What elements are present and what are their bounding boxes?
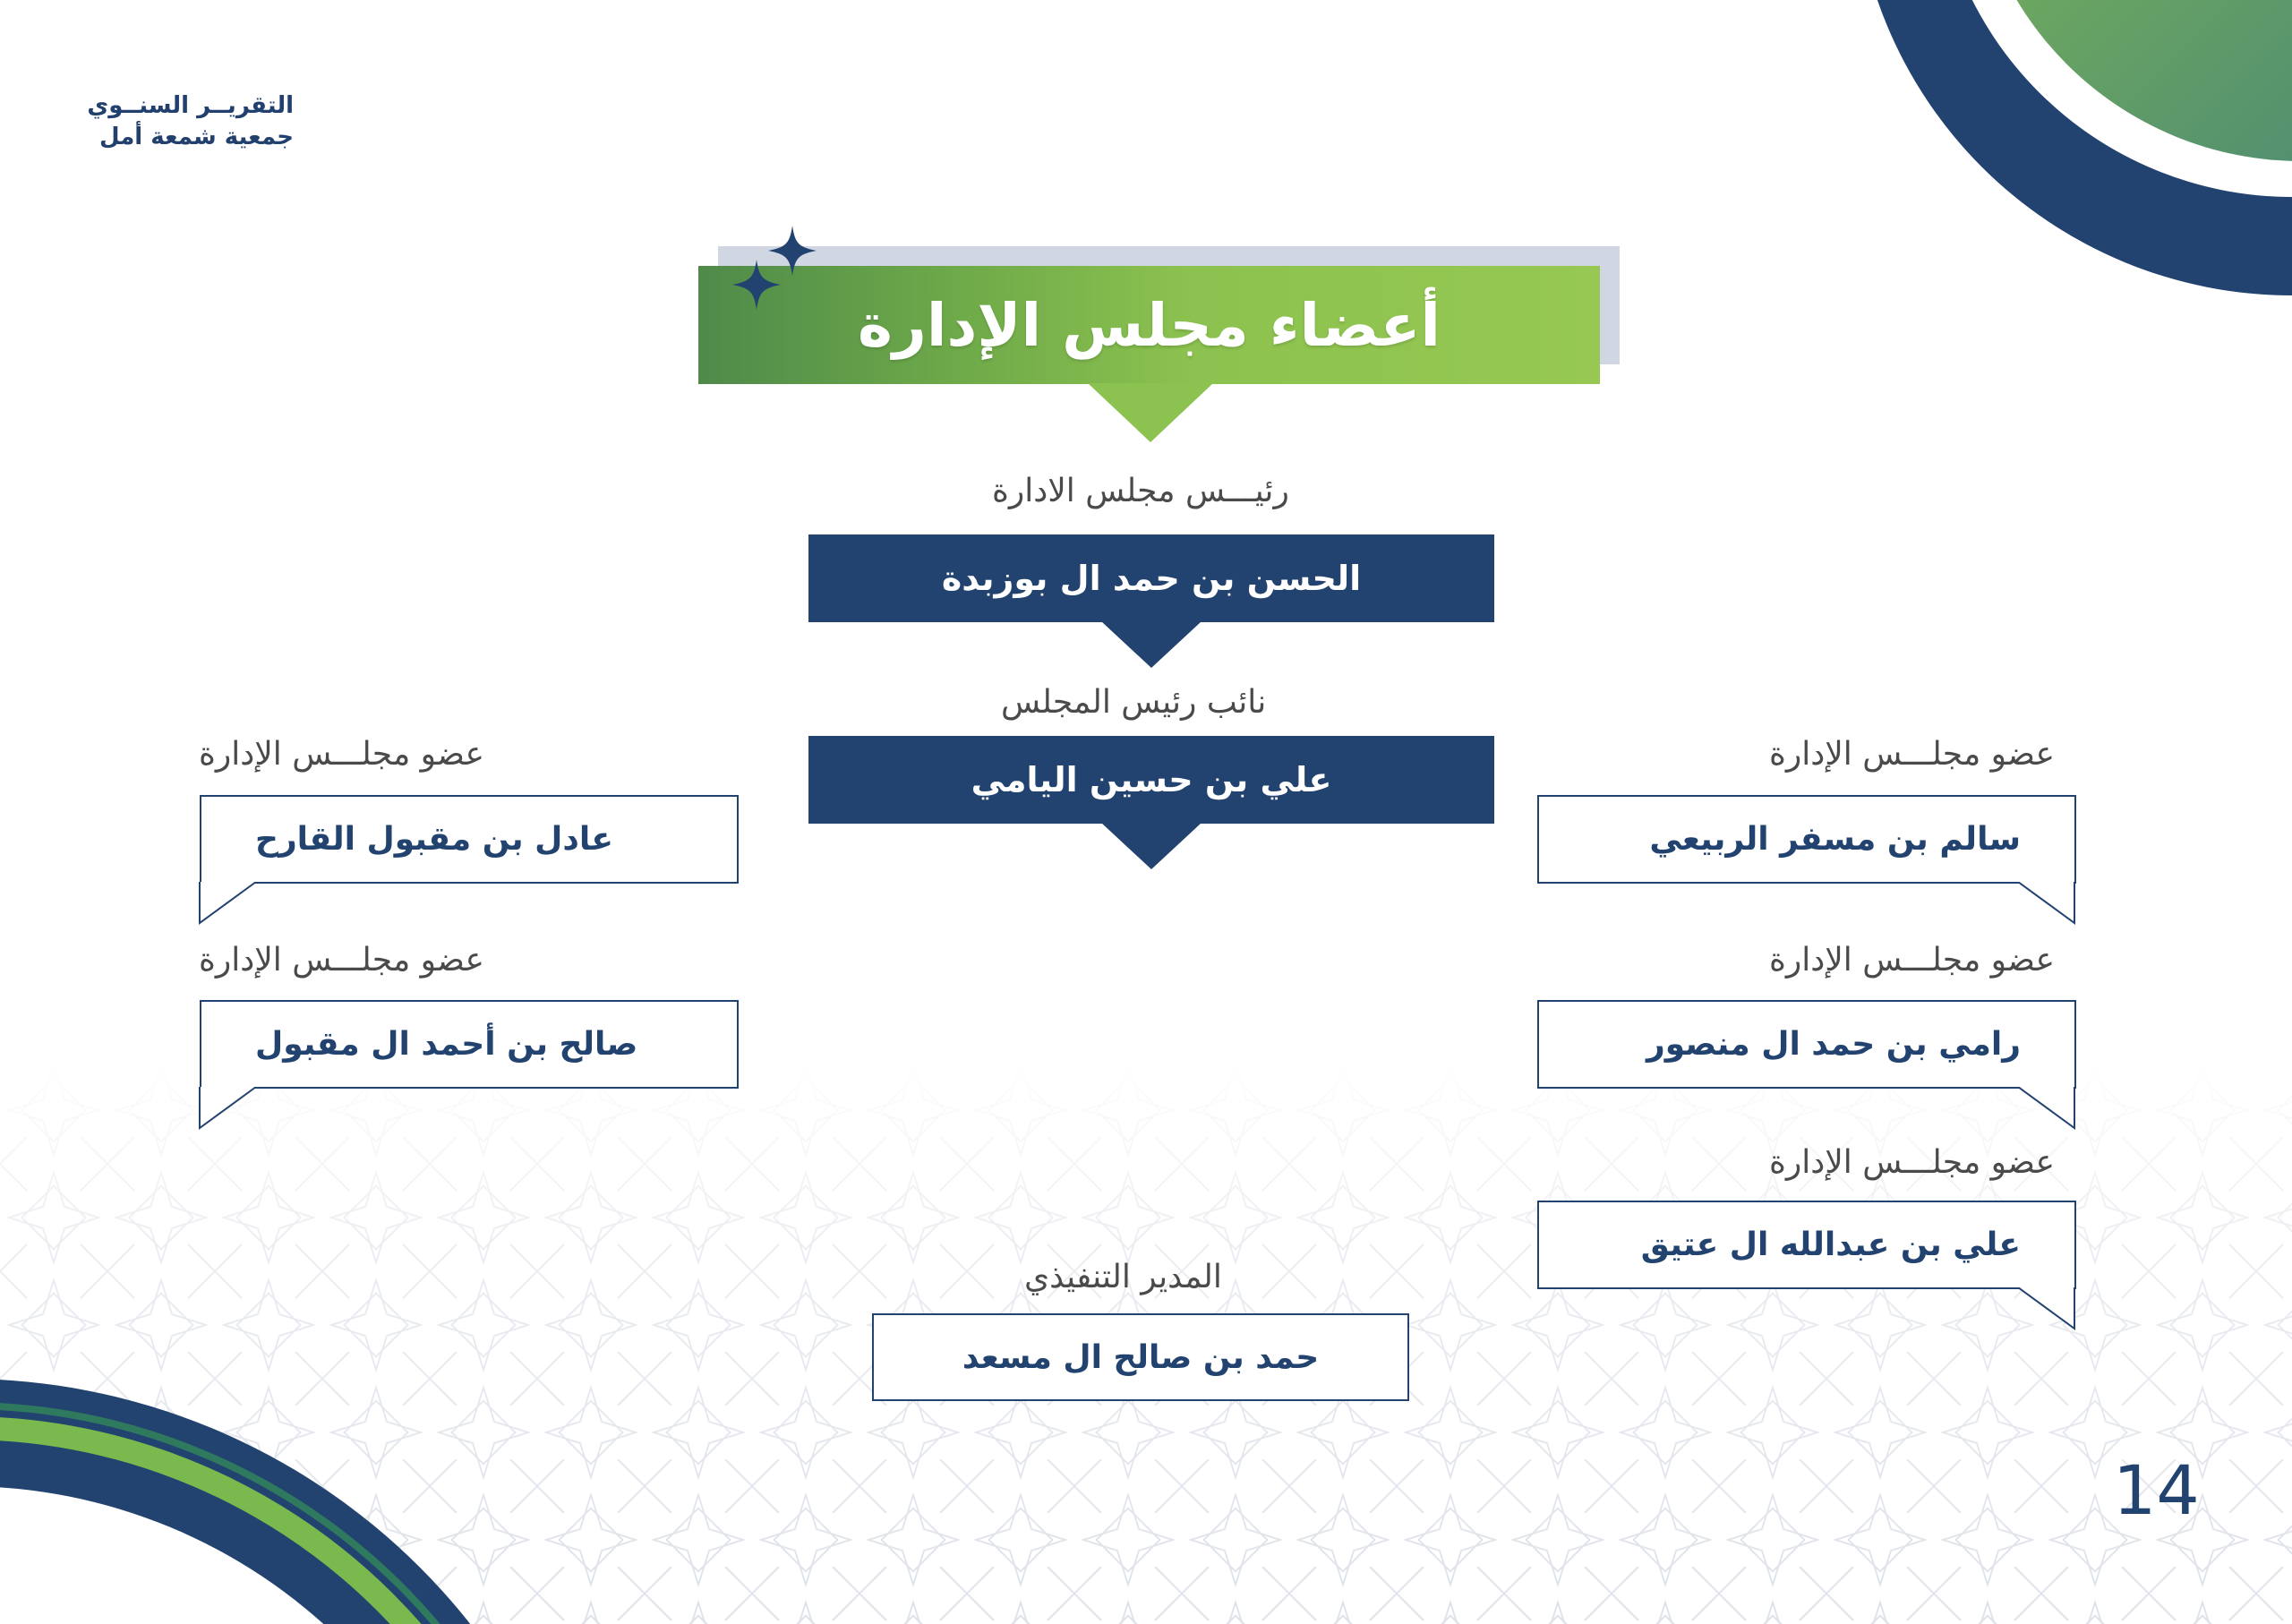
member-name: علي بن عبدالله ال عتيق xyxy=(1640,1227,2021,1263)
member-name-box xyxy=(200,795,739,884)
bottom-left-arc-decoration xyxy=(0,1253,609,1624)
chair-pointer xyxy=(1101,621,1202,670)
executive-director-name-box xyxy=(872,1313,1409,1401)
member-role-label: عضو مجلـــس الإدارة xyxy=(199,942,484,979)
callout-tail xyxy=(199,882,261,927)
member-name-box xyxy=(1537,1201,2076,1289)
executive-director-role-label: المدير التنفيذي xyxy=(1024,1259,1222,1295)
sparkle-icon xyxy=(727,224,825,313)
vice-chair-pointer xyxy=(1101,823,1202,871)
callout-tail xyxy=(2018,1087,2081,1132)
member-role-label: عضو مجلـــس الإدارة xyxy=(1769,736,2055,773)
chair-name: الحسن بن حمد ال بوزبدة xyxy=(941,559,1362,598)
chair-role-label: رئيـــس مجلس الادارة xyxy=(992,473,1289,509)
title-banner xyxy=(698,266,1600,384)
chair-name-box xyxy=(808,534,1494,622)
member-name: سالم بن مسفر الربيعي xyxy=(1649,821,2021,858)
callout-tail xyxy=(199,1087,261,1132)
member-name-box xyxy=(1537,1000,2076,1089)
organization-name: جمعية شمعة أمل xyxy=(99,124,294,150)
member-name: عادل بن مقبول القارح xyxy=(255,821,613,858)
page-number: 14 xyxy=(2113,1450,2200,1530)
banner-pointer xyxy=(1088,383,1213,444)
member-name-box xyxy=(200,1000,739,1089)
member-name: رامي بن حمد ال منصور xyxy=(1646,1026,2021,1063)
vice-chair-name: علي بن حسين اليامي xyxy=(971,760,1332,799)
page-title: أعضاء مجلس الإدارة xyxy=(857,290,1441,360)
executive-director-name: حمد بن صالح ال مسعد xyxy=(962,1338,1320,1376)
member-name: صالح بن أحمد ال مقبول xyxy=(255,1026,638,1063)
member-name-box xyxy=(1537,795,2076,884)
vice-chair-role-label: نائب رئيس المجلس xyxy=(1001,684,1267,721)
member-role-label: عضو مجلـــس الإدارة xyxy=(1769,1144,2055,1181)
callout-tail xyxy=(2018,1287,2081,1332)
callout-tail xyxy=(2018,882,2081,927)
top-right-arc-decoration xyxy=(1755,0,2292,304)
report-title: التقريــر السنــوي xyxy=(87,92,294,119)
member-role-label: عضو مجلـــس الإدارة xyxy=(1769,942,2055,979)
vice-chair-name-box xyxy=(808,736,1494,824)
member-role-label: عضو مجلـــس الإدارة xyxy=(199,736,484,773)
